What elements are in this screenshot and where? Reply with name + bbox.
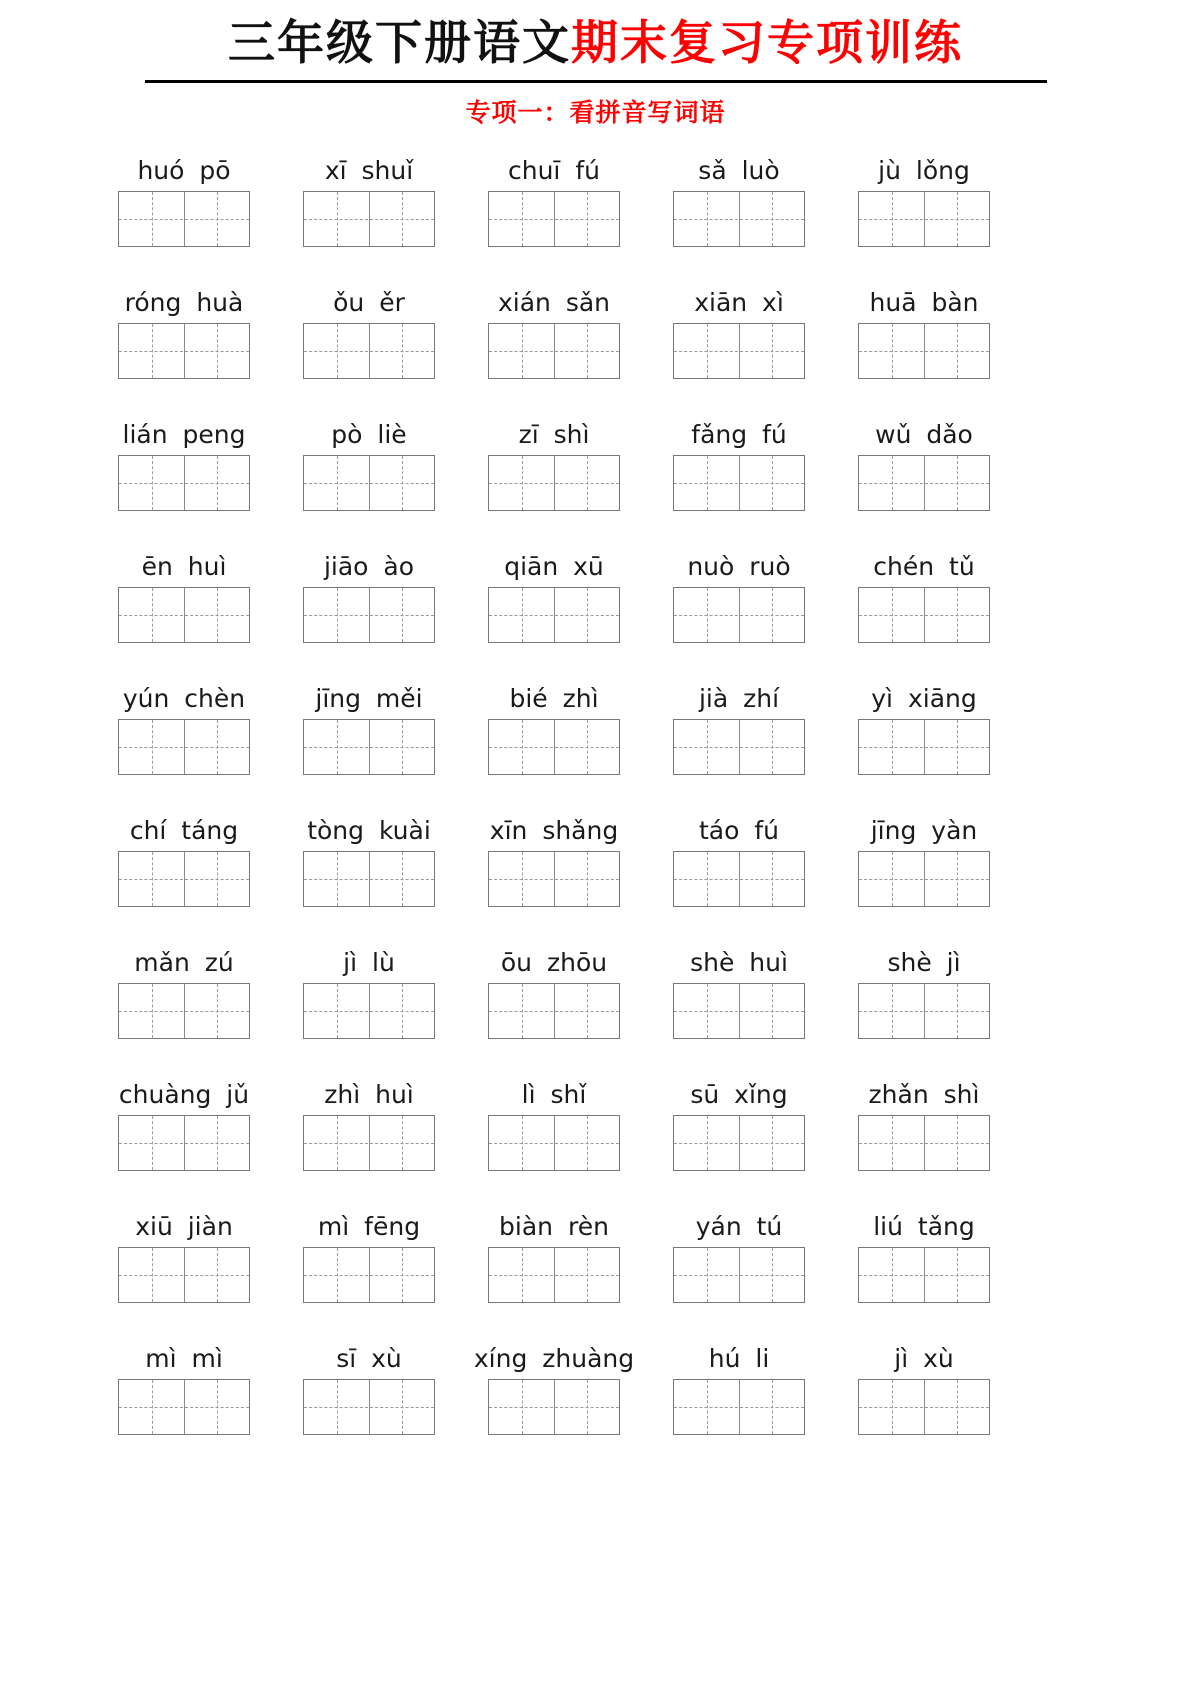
writing-grid[interactable] xyxy=(303,1379,435,1435)
writing-grid[interactable] xyxy=(303,587,435,643)
pinyin-label: sǎ luò xyxy=(698,155,780,185)
word-cell xyxy=(858,1073,990,1205)
pinyin-label: biàn rèn xyxy=(499,1211,609,1241)
writing-grid[interactable] xyxy=(858,1247,990,1303)
writing-grid[interactable] xyxy=(488,1247,620,1303)
writing-grid[interactable] xyxy=(858,455,990,511)
word-cell xyxy=(673,413,805,545)
cell-dashed-hline-middle xyxy=(859,1011,989,1012)
worksheet-grid xyxy=(118,149,990,1469)
writing-grid[interactable] xyxy=(303,1247,435,1303)
word-cell xyxy=(858,149,990,281)
cell-dashed-hline-middle xyxy=(489,351,619,352)
word-cell xyxy=(303,281,435,413)
cell-dashed-hline-middle xyxy=(859,1275,989,1276)
pinyin-label: ōu zhōu xyxy=(500,947,608,977)
word-cell xyxy=(858,413,990,545)
writing-grid[interactable] xyxy=(673,983,805,1039)
section-subtitle: 专项一：看拼音写词语 xyxy=(465,99,726,128)
writing-grid[interactable] xyxy=(303,455,435,511)
pinyin-label: xíng zhuàng xyxy=(473,1343,635,1373)
word-cell xyxy=(673,809,805,941)
writing-grid[interactable] xyxy=(673,1115,805,1171)
word-cell xyxy=(303,941,435,1073)
writing-grid[interactable] xyxy=(673,455,805,511)
writing-grid[interactable] xyxy=(118,719,250,775)
word-cell xyxy=(673,1073,805,1205)
cell-dashed-hline-middle xyxy=(304,483,434,484)
pinyin-label: bié zhì xyxy=(509,683,599,713)
writing-grid[interactable] xyxy=(488,851,620,907)
word-cell xyxy=(303,1073,435,1205)
pinyin-label: jiāo ào xyxy=(323,551,415,581)
cell-dashed-hline-middle xyxy=(119,483,249,484)
word-cell xyxy=(118,809,250,941)
writing-grid[interactable] xyxy=(118,983,250,1039)
worksheet-row xyxy=(118,545,990,677)
pinyin-label: lián peng xyxy=(122,419,246,449)
cell-dashed-hline-middle xyxy=(304,615,434,616)
pinyin-label: ǒu ěr xyxy=(333,287,405,317)
cell-dashed-hline-middle xyxy=(489,219,619,220)
pinyin-label: yán tú xyxy=(695,1211,783,1241)
writing-grid[interactable] xyxy=(118,1247,250,1303)
cell-dashed-hline-middle xyxy=(489,879,619,880)
cell-dashed-hline-middle xyxy=(859,1143,989,1144)
pinyin-label: chén tǔ xyxy=(873,551,975,581)
word-cell xyxy=(858,677,990,809)
cell-dashed-hline-middle xyxy=(489,1011,619,1012)
cell-dashed-hline-middle xyxy=(489,747,619,748)
pinyin-label: mì mì xyxy=(145,1343,223,1373)
worksheet-row xyxy=(118,413,990,545)
cell-dashed-hline-middle xyxy=(674,1275,804,1276)
pinyin-label: sī xù xyxy=(336,1343,402,1373)
pinyin-label: chí táng xyxy=(129,815,239,845)
cell-dashed-hline-middle xyxy=(119,1011,249,1012)
word-cell xyxy=(673,149,805,281)
writing-grid[interactable] xyxy=(488,191,620,247)
worksheet-row xyxy=(118,677,990,809)
page-title xyxy=(0,16,1191,70)
cell-dashed-hline-middle xyxy=(489,1143,619,1144)
word-cell xyxy=(303,545,435,677)
cell-dashed-hline-middle xyxy=(119,1275,249,1276)
cell-dashed-hline-middle xyxy=(674,1407,804,1408)
pinyin-label: xī shuǐ xyxy=(324,155,414,185)
writing-grid[interactable] xyxy=(118,191,250,247)
writing-grid[interactable] xyxy=(858,323,990,379)
writing-grid[interactable] xyxy=(858,851,990,907)
pinyin-label: jì lù xyxy=(343,947,395,977)
word-cell xyxy=(303,809,435,941)
pinyin-label: jià zhí xyxy=(698,683,780,713)
writing-grid[interactable] xyxy=(673,851,805,907)
cell-dashed-hline-middle xyxy=(674,747,804,748)
page-title-red: 期末复习专项训练 xyxy=(571,16,963,69)
writing-grid[interactable] xyxy=(488,1379,620,1435)
cell-dashed-hline-middle xyxy=(304,747,434,748)
word-cell xyxy=(303,149,435,281)
pinyin-label: lì shǐ xyxy=(521,1079,587,1109)
writing-grid[interactable] xyxy=(118,1115,250,1171)
cell-dashed-hline-middle xyxy=(859,351,989,352)
word-cell xyxy=(488,413,620,545)
pinyin-label: liú tǎng xyxy=(873,1211,975,1241)
page-title-black: 三年级下册语文 xyxy=(228,16,571,69)
cell-dashed-hline-middle xyxy=(304,1011,434,1012)
writing-grid[interactable] xyxy=(673,323,805,379)
word-cell xyxy=(488,809,620,941)
pinyin-label: yún chèn xyxy=(122,683,246,713)
pinyin-label: zī shì xyxy=(518,419,590,449)
writing-grid[interactable] xyxy=(673,1379,805,1435)
writing-grid[interactable] xyxy=(303,719,435,775)
worksheet-row xyxy=(118,1073,990,1205)
cell-dashed-hline-middle xyxy=(859,747,989,748)
cell-dashed-hline-middle xyxy=(674,219,804,220)
writing-grid[interactable] xyxy=(858,191,990,247)
writing-grid[interactable] xyxy=(303,191,435,247)
writing-grid[interactable] xyxy=(118,455,250,511)
word-cell xyxy=(673,545,805,677)
cell-dashed-hline-middle xyxy=(859,879,989,880)
word-cell xyxy=(488,281,620,413)
pinyin-label: huā bàn xyxy=(869,287,979,317)
word-cell xyxy=(488,677,620,809)
word-cell xyxy=(673,941,805,1073)
pinyin-label: jīng měi xyxy=(315,683,423,713)
page-header xyxy=(0,0,1191,129)
cell-dashed-hline-middle xyxy=(674,1011,804,1012)
pinyin-label: qiān xū xyxy=(504,551,604,581)
pinyin-label: jì xù xyxy=(894,1343,954,1373)
cell-dashed-hline-middle xyxy=(674,615,804,616)
word-cell xyxy=(118,413,250,545)
cell-dashed-hline-middle xyxy=(674,1143,804,1144)
cell-dashed-hline-middle xyxy=(304,351,434,352)
writing-grid[interactable] xyxy=(673,719,805,775)
word-cell xyxy=(858,941,990,1073)
writing-grid[interactable] xyxy=(488,1115,620,1171)
pinyin-label: zhǎn shì xyxy=(868,1079,980,1109)
pinyin-label: xiū jiàn xyxy=(135,1211,233,1241)
pinyin-label: jīng yàn xyxy=(870,815,978,845)
writing-grid[interactable] xyxy=(488,587,620,643)
pinyin-label: pò liè xyxy=(331,419,407,449)
word-cell xyxy=(303,413,435,545)
writing-grid[interactable] xyxy=(488,455,620,511)
cell-dashed-hline-middle xyxy=(119,351,249,352)
writing-grid[interactable] xyxy=(858,1115,990,1171)
cell-dashed-hline-middle xyxy=(489,1275,619,1276)
writing-grid[interactable] xyxy=(858,983,990,1039)
word-cell xyxy=(303,1205,435,1337)
word-cell xyxy=(118,1205,250,1337)
cell-dashed-hline-middle xyxy=(304,1143,434,1144)
word-cell xyxy=(488,1073,620,1205)
writing-grid[interactable] xyxy=(673,191,805,247)
pinyin-label: xián sǎn xyxy=(497,287,611,317)
worksheet-row xyxy=(118,1337,990,1469)
cell-dashed-hline-middle xyxy=(859,219,989,220)
word-cell xyxy=(303,677,435,809)
word-cell xyxy=(858,1205,990,1337)
pinyin-label: xiān xì xyxy=(694,287,784,317)
cell-dashed-hline-middle xyxy=(674,483,804,484)
worksheet-row xyxy=(118,809,990,941)
pinyin-label: wǔ dǎo xyxy=(875,419,973,449)
writing-grid[interactable] xyxy=(858,719,990,775)
title-divider xyxy=(145,80,1047,83)
pinyin-label: fǎng fú xyxy=(691,419,787,449)
writing-grid[interactable] xyxy=(673,587,805,643)
word-cell xyxy=(858,281,990,413)
word-cell xyxy=(673,677,805,809)
cell-dashed-hline-middle xyxy=(489,615,619,616)
writing-grid[interactable] xyxy=(673,1247,805,1303)
cell-dashed-hline-middle xyxy=(674,879,804,880)
pinyin-label: sū xǐng xyxy=(690,1079,788,1109)
cell-dashed-hline-middle xyxy=(859,483,989,484)
pinyin-label: xīn shǎng xyxy=(489,815,619,845)
writing-grid[interactable] xyxy=(303,983,435,1039)
pinyin-label: chuī fú xyxy=(508,155,600,185)
word-cell xyxy=(118,677,250,809)
word-cell xyxy=(118,149,250,281)
writing-grid[interactable] xyxy=(118,323,250,379)
cell-dashed-hline-middle xyxy=(859,1407,989,1408)
word-cell xyxy=(118,1337,250,1469)
pinyin-label: shè huì xyxy=(690,947,788,977)
word-cell xyxy=(673,1205,805,1337)
cell-dashed-hline-middle xyxy=(119,1143,249,1144)
worksheet-row xyxy=(118,1205,990,1337)
cell-dashed-hline-middle xyxy=(304,879,434,880)
cell-dashed-hline-middle xyxy=(489,1407,619,1408)
cell-dashed-hline-middle xyxy=(119,879,249,880)
worksheet-row xyxy=(118,941,990,1073)
pinyin-label: chuàng jǔ xyxy=(118,1079,250,1109)
cell-dashed-hline-middle xyxy=(119,1407,249,1408)
word-cell xyxy=(118,281,250,413)
pinyin-label: nuò ruò xyxy=(687,551,791,581)
word-cell xyxy=(488,941,620,1073)
word-cell xyxy=(488,1205,620,1337)
word-cell xyxy=(673,1337,805,1469)
cell-dashed-hline-middle xyxy=(119,219,249,220)
pinyin-label: shè jì xyxy=(887,947,961,977)
pinyin-label: jù lǒng xyxy=(878,155,970,185)
pinyin-label: ēn huì xyxy=(141,551,227,581)
cell-dashed-hline-middle xyxy=(119,747,249,748)
pinyin-label: mǎn zú xyxy=(134,947,234,977)
pinyin-label: yì xiāng xyxy=(871,683,977,713)
word-cell xyxy=(118,1073,250,1205)
worksheet-row xyxy=(118,281,990,413)
word-cell xyxy=(473,1337,635,1469)
pinyin-label: hú li xyxy=(708,1343,770,1373)
word-cell xyxy=(488,149,620,281)
writing-grid[interactable] xyxy=(488,983,620,1039)
pinyin-label: róng huà xyxy=(124,287,244,317)
cell-dashed-hline-middle xyxy=(304,219,434,220)
cell-dashed-hline-middle xyxy=(859,615,989,616)
cell-dashed-hline-middle xyxy=(304,1407,434,1408)
writing-grid[interactable] xyxy=(303,851,435,907)
word-cell xyxy=(673,281,805,413)
word-cell xyxy=(858,809,990,941)
writing-grid[interactable] xyxy=(118,1379,250,1435)
writing-grid[interactable] xyxy=(118,851,250,907)
word-cell xyxy=(118,941,250,1073)
cell-dashed-hline-middle xyxy=(489,483,619,484)
writing-grid[interactable] xyxy=(488,719,620,775)
pinyin-label: táo fú xyxy=(698,815,779,845)
word-cell xyxy=(303,1337,435,1469)
writing-grid[interactable] xyxy=(303,323,435,379)
worksheet-row xyxy=(118,149,990,281)
word-cell xyxy=(118,545,250,677)
word-cell xyxy=(858,545,990,677)
writing-grid[interactable] xyxy=(858,587,990,643)
word-cell xyxy=(858,1337,990,1469)
writing-grid[interactable] xyxy=(488,323,620,379)
cell-dashed-hline-middle xyxy=(674,351,804,352)
writing-grid[interactable] xyxy=(858,1379,990,1435)
cell-dashed-hline-middle xyxy=(304,1275,434,1276)
pinyin-label: zhì huì xyxy=(324,1079,414,1109)
word-cell xyxy=(488,545,620,677)
cell-dashed-hline-middle xyxy=(119,615,249,616)
pinyin-label: huó pō xyxy=(137,155,231,185)
writing-grid[interactable] xyxy=(303,1115,435,1171)
writing-grid[interactable] xyxy=(118,587,250,643)
pinyin-label: tòng kuài xyxy=(307,815,431,845)
pinyin-label: mì fēng xyxy=(317,1211,421,1241)
